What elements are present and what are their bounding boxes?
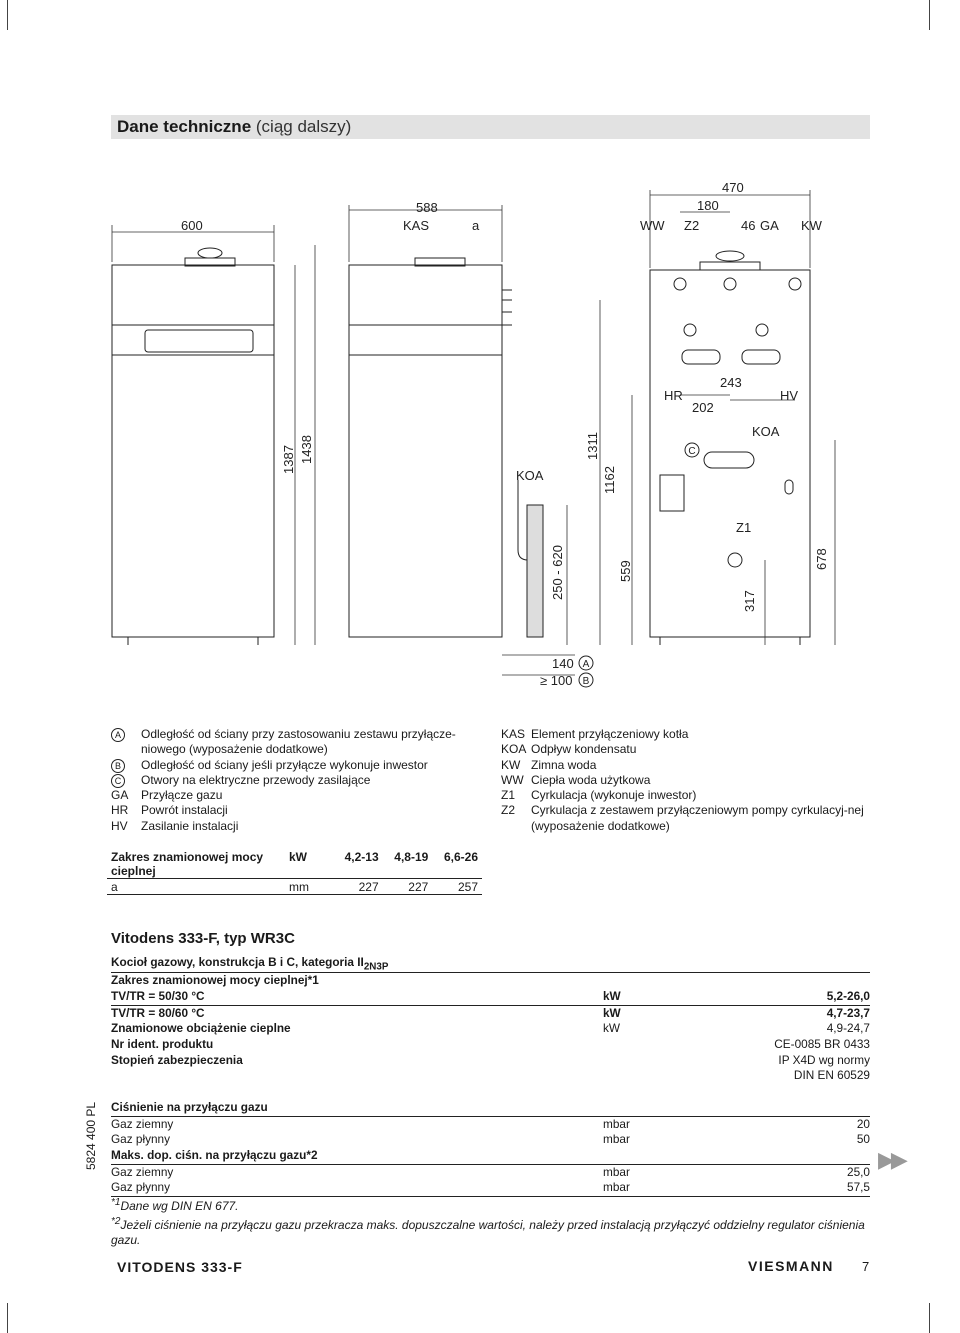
footer-product: VITODENS 333-F	[117, 1259, 243, 1275]
legend-text: Zimna woda	[531, 757, 597, 772]
dim-1311: 1311	[585, 432, 600, 460]
footnote-text: Jeżeli ciśnienie na przyłączu gazu przekracza maks. dopuszczalne wartości, należy przed instalacją przyłączyć oddzielny regulator ciśnienia gazu.	[111, 1218, 865, 1247]
legend-key: HV	[111, 818, 128, 833]
dim-202: 202	[692, 400, 714, 415]
crop-mark	[929, 1303, 930, 1333]
label-kas: KAS	[403, 218, 430, 233]
footnote-text: Dane wg DIN EN 677.	[120, 1199, 239, 1213]
legend-key: Z1	[501, 788, 516, 803]
marker-a: A	[582, 659, 590, 670]
specs-row	[111, 1021, 870, 1037]
specs-row	[111, 1164, 870, 1180]
legend-text: Zasilanie instalacji	[141, 818, 239, 833]
legend-key: HR	[111, 803, 129, 818]
specs-value	[713, 973, 870, 989]
legend-key: WW	[501, 772, 524, 787]
page-title	[117, 117, 351, 137]
specs-unit	[603, 973, 713, 989]
specs-unit: mbar	[603, 1180, 630, 1195]
legend-item	[111, 758, 481, 773]
specs-value: 25,0	[847, 1164, 870, 1179]
legend-item	[111, 819, 481, 834]
table-cell: 257	[457, 879, 478, 894]
page-title-main: Dane techniczne	[117, 117, 252, 136]
legend-text: Odległość od ściany przy zastosowaniu zestawu przyłącze-niowego (wyposażenie dodatkowe)	[141, 727, 456, 757]
viessmann-logo: VIESMANN	[748, 1258, 834, 1274]
legend-item	[111, 788, 481, 803]
control-panel	[145, 330, 253, 352]
dim-243: 243	[720, 375, 742, 390]
legend-text: Ciepła woda użytkowa	[531, 772, 651, 787]
legend-item	[501, 758, 871, 773]
legend-text: Odpływ kondensatu	[531, 742, 637, 757]
specs-value: 5,2-26,0	[826, 989, 870, 1004]
table-row	[107, 879, 482, 895]
technical-drawing	[100, 170, 860, 700]
dim-1162: 1162	[602, 466, 617, 494]
specs-unit: mbar	[603, 1132, 630, 1147]
specs-table	[111, 955, 870, 1197]
specs-row	[111, 989, 870, 1005]
table-row	[107, 850, 482, 879]
table-cell: 6,6-26	[443, 850, 478, 864]
specs-unit	[603, 955, 713, 973]
specs-label: Stopień zabezpieczenia	[111, 1052, 243, 1067]
specs-row	[111, 1100, 870, 1116]
label-hr: HR	[664, 388, 683, 403]
specs-unit	[603, 1068, 713, 1084]
label-hv: HV	[780, 388, 799, 403]
table-cell: kW	[289, 850, 307, 864]
dim-678: 678	[814, 548, 829, 570]
table-cell: a	[111, 879, 118, 894]
legend-item	[111, 803, 481, 818]
label-z1: Z1	[736, 520, 752, 535]
legend-key: A	[111, 728, 125, 742]
specs-label: Gaz ziemny	[111, 1116, 174, 1131]
dim-588: 588	[416, 200, 438, 215]
specs-row	[111, 1053, 870, 1069]
dim-140: 140	[552, 656, 574, 671]
table-cell: mm	[289, 879, 309, 894]
footnote-mark: *2	[111, 1216, 121, 1227]
specs-row	[111, 1116, 870, 1132]
section-title: Vitodens 333-F, typ WR3C	[111, 930, 295, 947]
dim-100: ≥ 100	[540, 673, 573, 688]
dim-250-620: 250 - 620	[550, 545, 565, 600]
dim-180: 180	[697, 198, 719, 213]
legend-item	[501, 803, 871, 834]
specs-unit: kW	[603, 1021, 621, 1036]
specs-label	[111, 1084, 603, 1100]
specs-row	[111, 1132, 870, 1148]
side-view-body	[349, 265, 502, 637]
specs-value: 20	[856, 1116, 870, 1131]
specs-label: TV/TR = 80/60 °C	[111, 1005, 205, 1020]
legend-left	[111, 727, 481, 834]
specs-value	[713, 1100, 870, 1116]
specs-unit: kW	[603, 1005, 621, 1020]
legend-item	[501, 773, 871, 788]
specs-label: Ciśnienie na przyłączu gazu	[111, 1099, 268, 1114]
legend-key: B	[111, 759, 125, 773]
footnote	[111, 1195, 870, 1214]
dim-470: 470	[722, 180, 744, 195]
specs-row	[111, 1068, 870, 1084]
legend-key: KOA	[501, 742, 527, 757]
specs-unit	[603, 1037, 713, 1053]
specs-unit	[603, 1100, 713, 1116]
dim-46: 46	[741, 218, 756, 233]
front-view-flue	[198, 248, 222, 258]
specs-row	[111, 955, 870, 973]
label-koa-side: KOA	[516, 468, 544, 483]
legend-text: Przyłącze gazu	[141, 788, 223, 803]
specs-value: 4,9-24,7	[826, 1021, 870, 1036]
label-z2: Z2	[684, 218, 700, 233]
crop-mark	[929, 0, 930, 30]
specs-label: Gaz ziemny	[111, 1164, 174, 1179]
specs-label: Znamionowe obciążenie cieplne	[111, 1021, 291, 1036]
legend-text: Powrót instalacji	[141, 803, 228, 818]
front-view-body	[112, 265, 274, 637]
label-kw: KW	[801, 218, 822, 233]
marker-c: C	[688, 446, 696, 457]
table-cell: 227	[408, 879, 429, 894]
legend-item	[111, 727, 481, 758]
specs-unit: mbar	[603, 1164, 630, 1179]
specs-unit: mbar	[603, 1116, 630, 1131]
subscript: 2N3P	[363, 961, 389, 973]
specs-value	[713, 1084, 870, 1100]
footnote-mark: *1	[111, 1197, 121, 1208]
specs-value: DIN EN 60529	[793, 1068, 870, 1083]
specs-value: 57,5	[847, 1180, 870, 1195]
label-ga: GA	[760, 218, 779, 233]
specs-unit	[603, 1053, 713, 1069]
marker-b: B	[582, 676, 590, 687]
specs-unit	[603, 1148, 713, 1164]
specs-label: Gaz płynny	[111, 1180, 171, 1195]
page-title-sub: (ciąg dalszy)	[255, 117, 352, 136]
specs-label	[111, 1068, 603, 1084]
specs-row	[111, 973, 870, 989]
specs-value: IP X4D wg normy	[778, 1052, 870, 1067]
specs-unit: kW	[603, 989, 621, 1004]
specs-label: TV/TR = 50/30 °C	[111, 989, 205, 1004]
legend-text: Element przyłączeniowy kotła	[531, 727, 689, 741]
specs-value	[713, 1148, 870, 1164]
back-view-body	[650, 270, 810, 637]
specs-value	[713, 955, 870, 973]
legend-item	[111, 773, 481, 788]
specs-label: Kocioł gazowy, konstrukcja B i C, kategoria $II_{2N3P}$	[111, 955, 389, 973]
specs-unit	[603, 1084, 713, 1100]
footnotes	[111, 1195, 870, 1248]
specs-label: Nr ident. produktu	[111, 1037, 214, 1052]
specs-row	[111, 1148, 870, 1164]
crop-mark	[7, 1303, 8, 1333]
power-distance-table	[107, 850, 482, 895]
label-koa-back: KOA	[752, 424, 780, 439]
dim-600: 600	[181, 218, 203, 233]
dim-1387: 1387	[281, 445, 296, 474]
legend-key: KW	[501, 757, 521, 772]
specs-label: Maks. dop. ciśn. na przyłączu gazu*2	[111, 1147, 318, 1162]
doc-code: 5824 400 PL	[84, 1101, 98, 1170]
specs-label: Gaz płynny	[111, 1132, 171, 1147]
legend-key: GA	[111, 788, 129, 803]
legend-item	[501, 788, 871, 803]
legend-text: Odległość od ściany jeśli przyłącze wykonuje inwestor	[141, 757, 428, 772]
legend-text: Cyrkulacja z zestawem przyłączeniowym pompy cyrkulacyj-nej (wyposażenie dodatkowe)	[531, 803, 864, 833]
table-cell: Zakres znamionowej mocy cieplnej	[111, 850, 264, 878]
specs-row	[111, 1005, 870, 1021]
dim-317: 317	[742, 590, 757, 612]
label-a: a	[472, 218, 480, 233]
legend-item	[501, 742, 871, 757]
specs-value: 50	[856, 1132, 870, 1147]
specs-value: CE-0085 BR 0433	[774, 1037, 870, 1052]
legend-text: Otwory na elektryczne przewody zasilające	[141, 772, 371, 787]
footnote	[111, 1214, 870, 1248]
specs-row	[111, 1037, 870, 1053]
table-cell: 4,2-13	[344, 850, 379, 864]
table-cell: 227	[358, 879, 379, 894]
legend-key: KAS	[501, 727, 526, 741]
legend-item	[501, 727, 871, 742]
dim-559: 559	[618, 560, 633, 582]
specs-value: 4,7-23,7	[826, 1005, 870, 1020]
crop-mark	[7, 0, 8, 30]
legend-key: Z2	[501, 803, 516, 818]
label-ww: WW	[640, 218, 665, 233]
specs-row	[111, 1084, 870, 1100]
table-cell: 4,8-19	[394, 850, 429, 864]
specs-label: Zakres znamionowej mocy cieplnej*1	[111, 973, 319, 988]
dim-1438: 1438	[299, 435, 314, 464]
legend-text: Cyrkulacja (wykonuje inwestor)	[531, 788, 697, 803]
legend-key: C	[111, 774, 125, 788]
legend-right	[501, 727, 871, 834]
continue-arrows: ▶▶	[878, 1147, 904, 1172]
page-number: 7	[862, 1259, 870, 1274]
